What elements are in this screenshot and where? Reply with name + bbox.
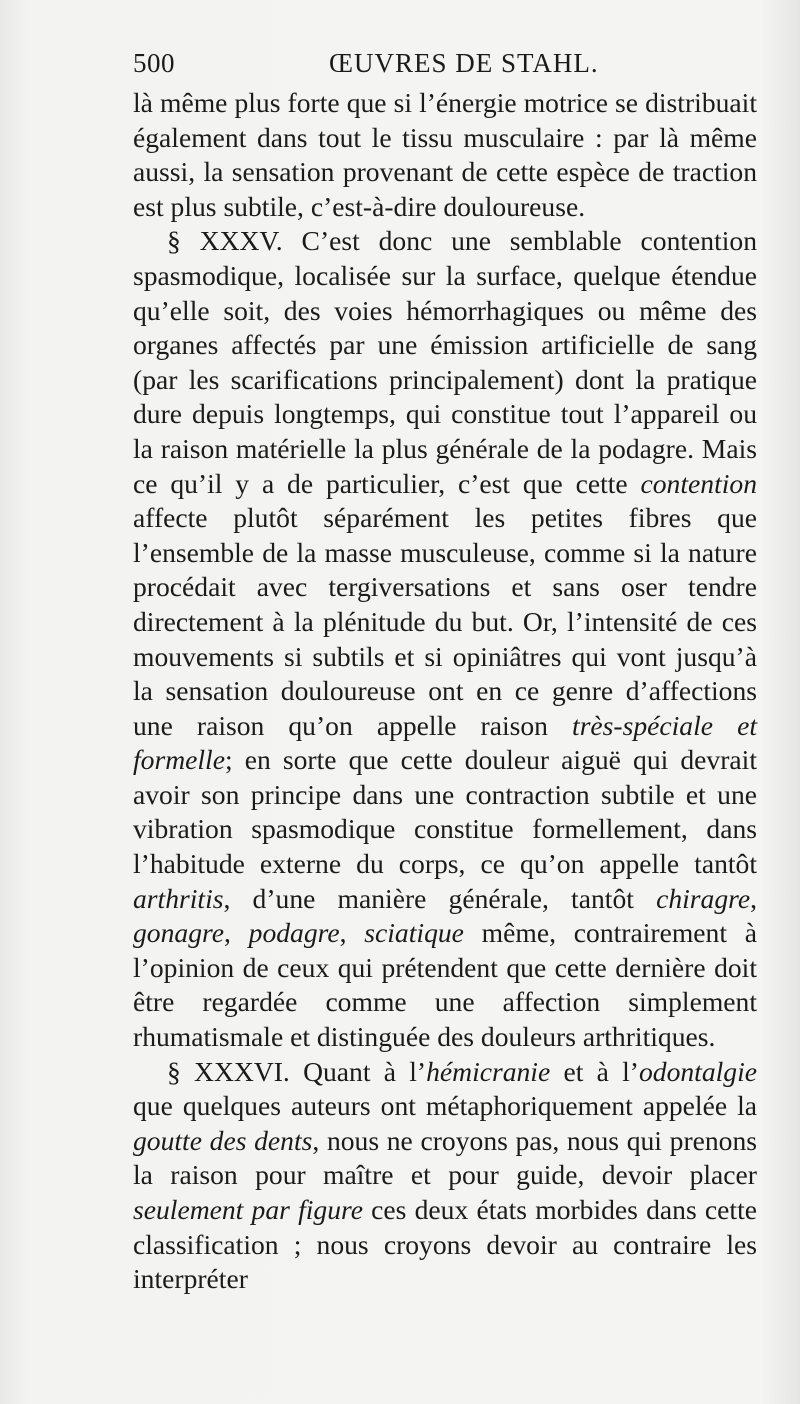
text-run: ces deux états morbides dans cette classification ; nous croyons devoir au contraire les interpréter [133, 1194, 757, 1295]
italic-text-run: gonagre [133, 917, 224, 949]
text-run: que quelques auteurs ont métaphoriquement appelée la [133, 1090, 757, 1122]
paragraph-continuation [133, 86, 757, 224]
paragraph-section-35 [133, 224, 757, 1054]
text-run: , [339, 917, 365, 949]
text-run: même, contrairement à l’opinion de ceux qui prétendent que cette dernière doit être regardée comme une affection simplement rhumatismale et distinguée des douleurs arthritiques. [133, 917, 758, 1053]
text-run: , [223, 917, 249, 949]
italic-text-run: chiragre [656, 882, 751, 914]
italic-text-run: arthritis [133, 882, 224, 914]
text-run: ; en sorte que cette douleur aiguë qui devrait avoir son principe dans une contraction subtile et une vibration spasmodique constitue formellement, dans l’habitude externe du corps, ce qu’on appelle tantôt [133, 744, 757, 880]
page-number: 500 [133, 48, 175, 78]
italic-text-run: goutte des dents [133, 1124, 313, 1156]
italic-text-run: odontalgie [638, 1055, 757, 1087]
italic-text-run: très-spéciale et formelle [133, 709, 757, 776]
running-title: ŒUVRES DE STAHL. [329, 48, 599, 78]
text-run: § XXXVI. Quant à l’ [167, 1055, 427, 1087]
text-run: , [750, 882, 757, 914]
text-run: là même plus forte que si l’énergie motrice se distribuait également dans tout le tissu musculaire : par là même aussi, la sensation provenant de cette espèce de traction est plus subtile, c’est-à-dire douloureuse. [133, 87, 757, 222]
body-text [133, 86, 757, 1297]
italic-text-run: sciatique [364, 917, 464, 949]
paragraph-section-36 [133, 1055, 757, 1297]
page-header [133, 48, 753, 88]
text-run: et à l’ [550, 1055, 639, 1087]
text-run: , nous ne croyons pas, nous qui prenons la raison pour maître et pour guide, devoir placer [133, 1124, 758, 1191]
text-run: affecte plutôt séparément les petites fibres que l’ensemble de la masse musculeuse, comme si la nature procédait avec tergiversations et sans oser tendre directement à la plénitude du but. Or, l’intensité de ces mouvements si subtils et si opiniâtres qui vont jusqu’à la sensation douloureuse ont en ce genre d’affections une raison qu’on appelle raison [133, 502, 757, 741]
italic-text-run: seulement par figure [133, 1194, 363, 1225]
italic-text-run: hémicranie [426, 1055, 551, 1087]
italic-text-run: contention [640, 467, 757, 499]
text-run: , d’une manière générale, tantôt [223, 882, 657, 914]
italic-text-run: podagre [248, 917, 340, 949]
text-run: § XXXV. C’est donc une semblable contention spasmodique, localisée sur la surface, quelque étendue qu’elle soit, des voies hémorrhagiques ou même des organes affectés par une émission artificielle de sang (par les scarifications principalement) dont la pratique dure depuis longtemps, qui constitue tout l’appareil ou la raison matérielle la plus générale de la podagre. Mais ce qu’il y a de particulier, c’est que cette [133, 225, 757, 499]
